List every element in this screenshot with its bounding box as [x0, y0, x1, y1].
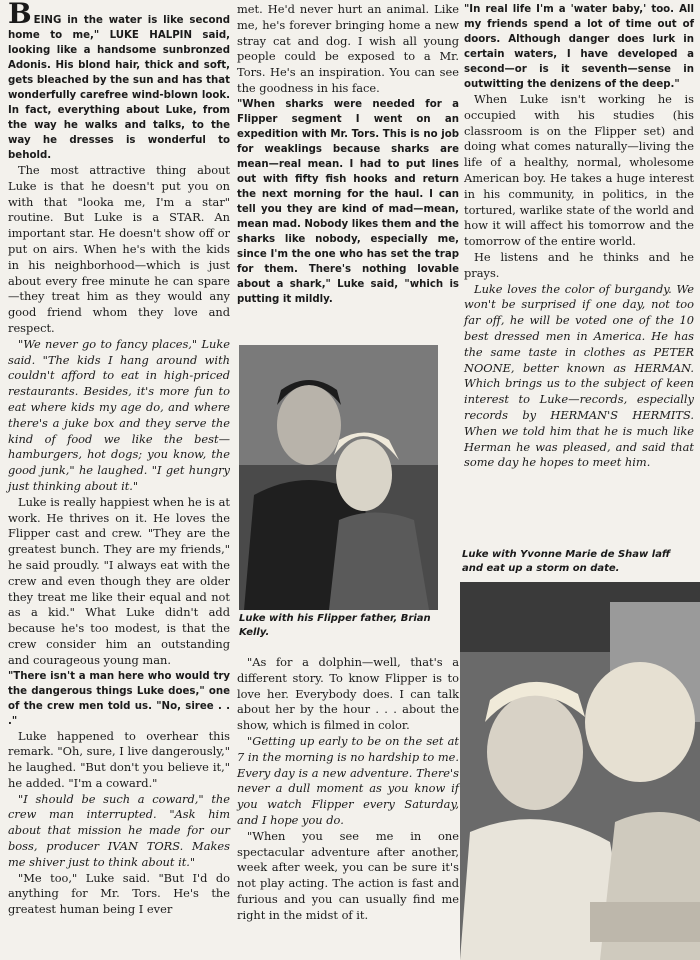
paragraph: When Luke isn't working he is occupied with his studies (his classroom is on the Flipper set) and doing what comes naturally—living the life of a healthy, normal, wholesome American boy. He takes a huge interest in his community, in politics, in the tortured, warlike state of the world and how it will affect his tomorrow and the tomorrow of the entire world.	[464, 92, 694, 249]
quote-paragraph: "Getting up early to be on the set at 7 in the morning is no hardship to me. Every day is a new adventure. There's never a dull moment as you know if you watch Flipper every Saturday, and I hope you do.	[237, 733, 459, 827]
paragraph: The most attractive thing about Luke is that he doesn't put you on with that "looka me, I'm a star" routine. But Luke is a STAR. An important star. He doesn't show off or put on airs. When he's with the kids in his neighborhood—which is just about every free minute he can spare—they treat him as they would any good friend whom they love and respect.	[8, 163, 230, 335]
paragraph: "Me too," Luke said. "But I'd do anything for Mr. Tors. He's the greatest human being I ever	[8, 870, 230, 917]
paragraph: Luke happened to overhear this remark. "Oh, sure, I live dangerously," he laughed. "But don't you believe it," he added. "I'm a coward."	[8, 728, 230, 790]
lead-paragraph	[8, 2, 230, 163]
column-1	[8, 2, 230, 918]
photo-image	[239, 345, 438, 610]
photo-caption: Luke with Yvonne Marie de Shaw laff and eat up a storm on date.	[462, 549, 671, 574]
quote-paragraph: "I should be such a coward," the crew man interrupted. "Ask him about that mission he made for our boss, producer IVAN TORS. Makes me shiver just to think about it."	[8, 791, 230, 869]
column-2-continued	[237, 655, 459, 924]
paragraph: "As for a dolphin—well, that's a different story. To know Flipper is to love her. Everybody does. I can talk about her by the hour . . . about the show, which is filmed in color.	[237, 655, 459, 733]
paragraph: He listens and he thinks and he prays.	[464, 249, 694, 280]
column-3	[464, 2, 694, 471]
photo-image	[460, 582, 700, 960]
photo-luke-and-yvonne	[460, 582, 700, 960]
photo-luke-and-brian-kelly	[239, 345, 438, 610]
photo-caption: Luke with his Flipper father, Brian Kelly.	[239, 613, 431, 638]
quote-paragraph: "We never go to fancy places," Luke said. "The kids I hang around with couldn't afford to eat in high-priced restaurants. Besides, it's more fun to eat where kids my age do, and where there's a juke box and they serve the kind of food we like the best—hamburgers, hot dogs; you know, the good junk," he laughed. "I get hungry just thinking about it."	[8, 336, 230, 493]
paragraph: Luke is really happiest when he is at work. He thrives on it. He loves the Flipper cast and crew. "They are the greatest bunch. They are my friends," he said proudly. "I always eat with the crew and even though they are older they treat me like their equal and not as a kid." What Luke didn't add because he's too modest, is that the crew consider him an outstanding and courageous young man.	[8, 494, 230, 667]
quote-paragraph: Luke loves the color of burgandy. We won't be surprised if one day, not too far off, he will be voted one of the 10 best dressed men in America. He has the same taste in clothes as PETER NOONE, better known as HERMAN. Which brings us to the subject of keen interest to Luke—records, especially records by HERMAN'S HERMITS. When we told him that he is much like Herman he was pleased, and said that some day he hopes to meet him.	[464, 281, 694, 470]
paragraph: met. He'd never hurt an animal. Like me, he's forever bringing home a new stray cat and dog. I wish all young people could be exposed to a Mr. Tors. He's an inspiration. You can see the goodness in his face.	[237, 2, 459, 95]
drop-cap: B	[8, 0, 32, 30]
column-2	[237, 2, 459, 307]
bold-quote: "In real life I'm a 'water baby,' too. All my friends spend a lot of time out of doors. Although danger does lurk in certain waters, I have developed a second—or is it seventh—sense in outwitting the denizens of the deep."	[464, 4, 694, 90]
bold-quote: "When sharks were needed for a Flipper segment I went on an expedition with Mr. Tors. This is no job for weaklings because sharks are mean—real mean. I had to put lines out with fifty fish hooks and return the next morning for the haul. I can tell you they are kind of mad—mean, mean mad. Nobody likes them and the sharks like nobody, especially me, since I'm the one who has set the trap for them. There's nothing lovable about a shark," Luke said, "which is putting it mildly.	[237, 98, 459, 305]
paragraph: "When you see me in one spectacular adventure after another, week after week, you can be sure it's not play acting. The action is fast and furious and you can usually find me right in the midst of it.	[237, 828, 459, 922]
bold-quote: "There isn't a man here who would try the dangerous things Luke does," one of the crew men told us. "No, siree . . ."	[8, 670, 230, 727]
lead-text: EING in the water is like second home to me," LUKE HALPIN said, looking like a handsome sunbronzed Adonis. His blond hair, thick and soft, gets bleached by the sun and has that wonderfully carefree wind-blown look. In fact, everything about Luke, from the way he walks and talks, to the way he dresses is wonderful to behold.	[8, 15, 230, 161]
